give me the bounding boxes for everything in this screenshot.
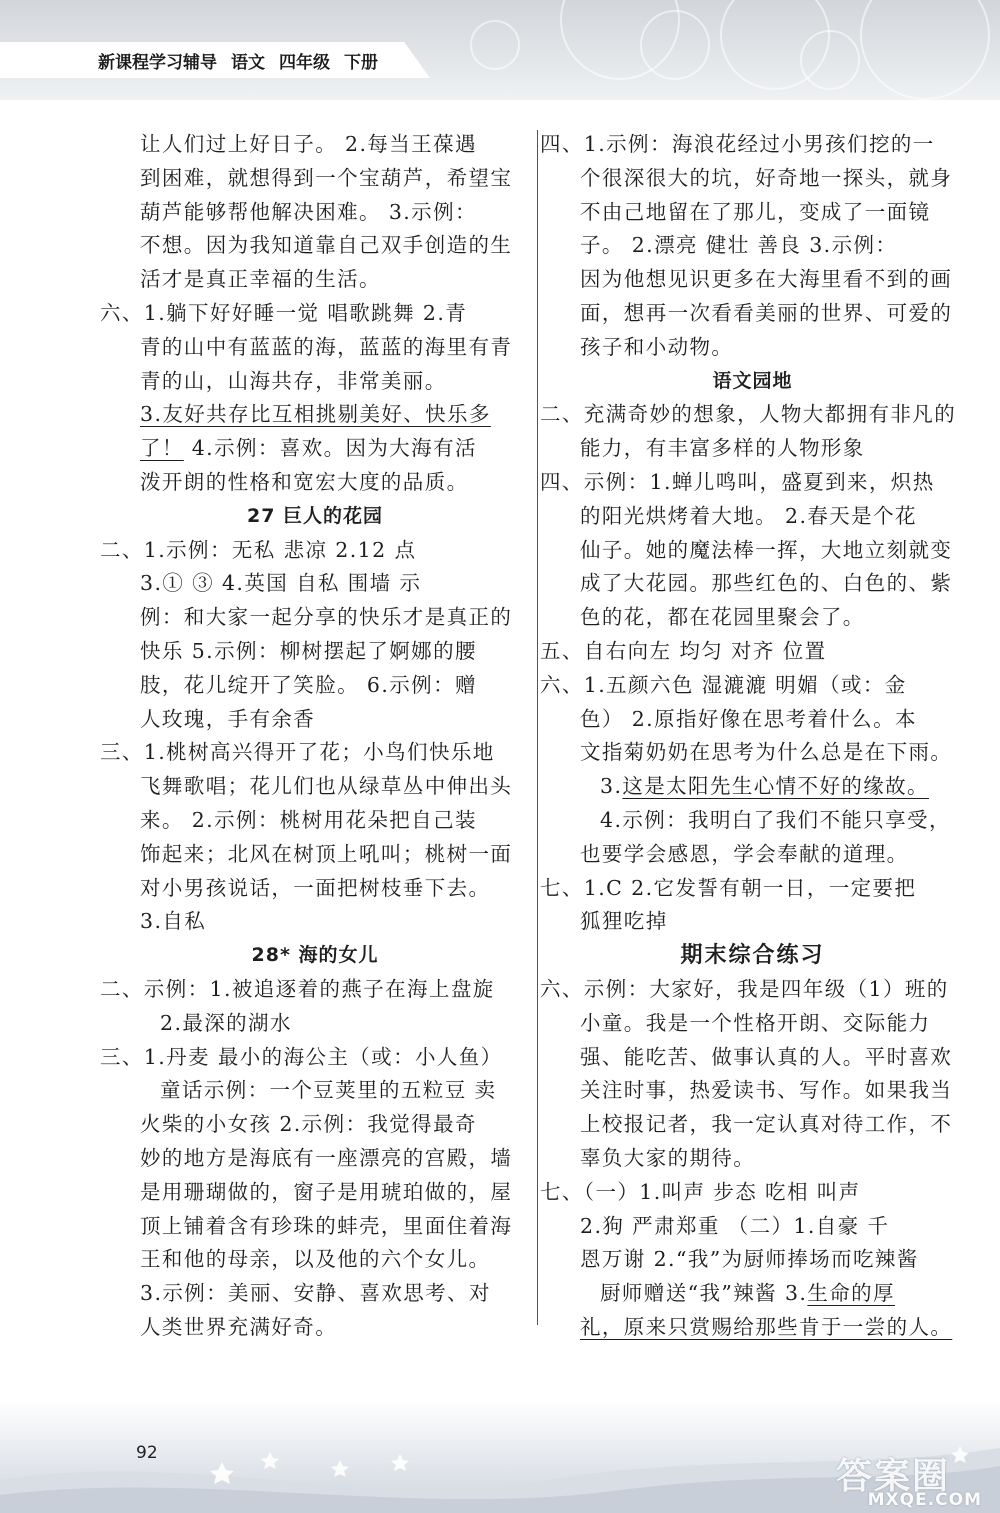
answer-line: 青的山，山海共存，非常美丽。 [140,368,447,393]
answer-line: 七、（一）1.叫声 步态 吃相 叫声 [540,1179,861,1204]
answer-line: 文指菊奶奶在思考为什么总是在下雨。 [580,740,953,765]
answer-line [540,1311,965,1345]
answer-line: 3.① ③ 4.英国 自私 围墙 示 [140,571,422,596]
answer-line: 仙子。她的魔法棒一挥，大地立刻就变 [580,537,953,562]
answer-line: 辜负大家的期待。 [580,1145,756,1170]
answer-line: 面，想再一次看看美丽的世界、可爱的 [580,300,953,325]
answer-line: 快乐 5.示例：柳树摆起了婀娜的腰 [140,638,477,663]
volume-label: 下册 [344,53,378,73]
answer-text: 3. [600,774,623,799]
answer-line: 二、充满奇妙的想象，人物大都拥有非凡的 [540,402,957,427]
section-heading: 语文园地 [712,369,793,392]
answer-line: 四、1.示例：海浪花经过小男孩们挖的一 [540,132,935,156]
right-column [540,128,965,1345]
answer-line: 对小男孩说话，一面把树枝垂下去。 [140,875,491,900]
answer-line: 到困难，就想得到一个宝葫芦，希望宝 [140,165,513,190]
page-number: 92 [136,1443,158,1463]
answer-line: 人类世界充满好奇。 [140,1314,338,1339]
answer-line: 让人们过上好日子。 2.每当王葆遇 [140,132,477,156]
underlined-answer: 了！ [140,436,184,461]
answer-line: 葫芦能够帮他解决困难。 3.示例： [140,199,477,224]
decor-circle [470,20,520,70]
answer-line: 飞舞歌唱；花儿们也从绿草丛中伸出头 [140,774,513,799]
answer-line: 3.自私 [140,909,207,934]
answer-line: 妙的地方是海底有一座漂亮的宫殿，墙 [140,1145,513,1170]
answer-line: 六、1.躺下好好睡一觉 唱歌跳舞 2.青 [100,300,468,325]
answer-line: 色的花，都在花园里聚会了。 [580,605,865,630]
decor-circle [640,10,710,80]
answer-line: 色） 2.原指好像在思考着什么。本 [580,706,917,731]
answer-line: 关注时事，热爱读书、写作。如果我当 [580,1078,953,1103]
answer-line: 狐狸吃掉 [580,909,668,934]
running-header [98,48,378,74]
answer-line: 三、1.丹麦 最小的海公主（或：小人鱼） [100,1044,503,1069]
answer-line: 人玫瑰，手有余香 [140,706,316,731]
answer-line: 三、1.桃树高兴得开了花；小鸟们快乐地 [100,740,495,765]
answer-line: 小童。我是一个性格开朗、交际能力 [580,1010,931,1035]
watermark-logo-text: 答案圈 [835,1456,950,1497]
answer-line: 来。 2.示例：桃树用花朵把自己装 [140,807,477,832]
decor-circle [800,30,860,90]
answer-line: 3.友好共存比互相挑剔美好、快乐多 [140,402,491,427]
answer-line: 七、1.C 2.它发誓有朝一日，一定要把 [540,875,917,900]
answer-line: 强、能吃苦、做事认真的人。平时喜欢 [580,1044,953,1069]
answer-line: 六、示例：大家好，我是四年级（1）班的 [540,976,949,1001]
grade-label: 四年级 [279,53,330,73]
answer-line: 火柴的小女孩 2.示例：我觉得最奇 [140,1112,477,1137]
answer-line: 童话示例：一个豆荚里的五粒豆 卖 [160,1078,497,1103]
answer-line: 五、自右向左 均匀 对齐 位置 [540,638,827,663]
answer-line: 4.示例：我明白了我们不能只享受， [600,807,951,832]
underlined-answer: 生命的厚 [807,1281,895,1306]
answer-line: 个很深很大的坑，好奇地一探头，就身 [580,165,953,190]
answer-line [100,432,530,466]
watermark-url: MXQE.COM [867,1490,982,1510]
answer-line: 顶上铺着含有珍珠的蚌壳，里面住着海 [140,1213,513,1238]
answer-line: 恩万谢 2.“我”为厨师捧场而吃辣酱 [580,1247,919,1272]
answer-text: 4.示例：喜欢。因为大海有活 [183,436,477,461]
answer-line: 泼开朗的性格和宽宏大度的品质。 [140,469,469,494]
answer-line: 能力，有丰富多样的人物形象 [580,436,865,461]
column-divider [537,130,538,1325]
answer-line: 因为他想见识更多在大海里看不到的画 [580,267,953,292]
answer-line: 上校报记者，我一定认真对待工作，不 [580,1112,953,1137]
answer-line: 的阳光烘烤着大地。 2.春天是个花 [580,503,917,528]
answer-line: 二、1.示例：无私 悲凉 2.12 点 [100,537,417,562]
section-heading: 期末综合练习 [680,943,825,969]
decor-circle [860,0,990,100]
answer-line: 也要学会感恩，学会奉献的道理。 [580,841,909,866]
answer-line: 例：和大家一起分享的快乐才是真正的 [140,605,513,630]
answer-line: 3.示例：美丽、安静、喜欢思考、对 [140,1281,491,1306]
section-heading: 27 巨人的花园 [246,504,384,527]
answer-line: 四、示例：1.蝉儿鸣叫，盛夏到来，炽热 [540,469,935,494]
answer-line: 肢，花儿绽开了笑脸。 6.示例：赠 [140,672,477,697]
answer-line: 是用珊瑚做的，窗子是用琥珀做的，屋 [140,1179,513,1204]
answer-line: 2.最深的湖水 [160,1010,292,1035]
answer-line: 2.狗 严肃郑重 （二）1.自豪 千 [580,1213,890,1238]
answer-line: 孩子和小动物。 [580,334,734,359]
book-title: 新课程学习辅导 [98,53,217,73]
answer-line: 二、示例：1.被追逐着的燕子在海上盘旋 [100,976,495,1001]
header-band [0,0,1000,100]
subject-label: 语文 [231,53,265,73]
left-column [100,128,530,1345]
answer-text: 厨师赠送“我”辣酱 3. [600,1281,808,1306]
answer-line [540,770,965,804]
answer-line: 王和他的母亲，以及他的六个女儿。 [140,1247,491,1272]
answer-line: 成了大花园。那些红色的、白色的、紫 [580,571,953,596]
answer-line: 饰起来；北风在树顶上吼叫；桃树一面 [140,841,513,866]
answer-line: 青的山中有蓝蓝的海，蓝蓝的海里有青 [140,334,513,359]
answer-line: 不想。因为我知道靠自己双手创造的生 [140,233,513,258]
answer-line: 六、1.五颜六色 湿漉漉 明媚（或：金 [540,672,907,697]
answer-line: 子。 2.漂亮 健壮 善良 3.示例： [580,233,898,258]
underlined-answer: 这是太阳先生心情不好的缘故。 [622,774,929,799]
answer-line: 活才是真正幸福的生活。 [140,267,381,292]
answer-line: 不由己地留在了那儿，变成了一面镜 [580,199,931,224]
answer-line [540,1277,965,1311]
section-heading: 28* 海的女儿 [251,944,379,967]
underlined-answer: 礼，原来只赏赐给那些肯于一尝的人。 [580,1314,953,1339]
